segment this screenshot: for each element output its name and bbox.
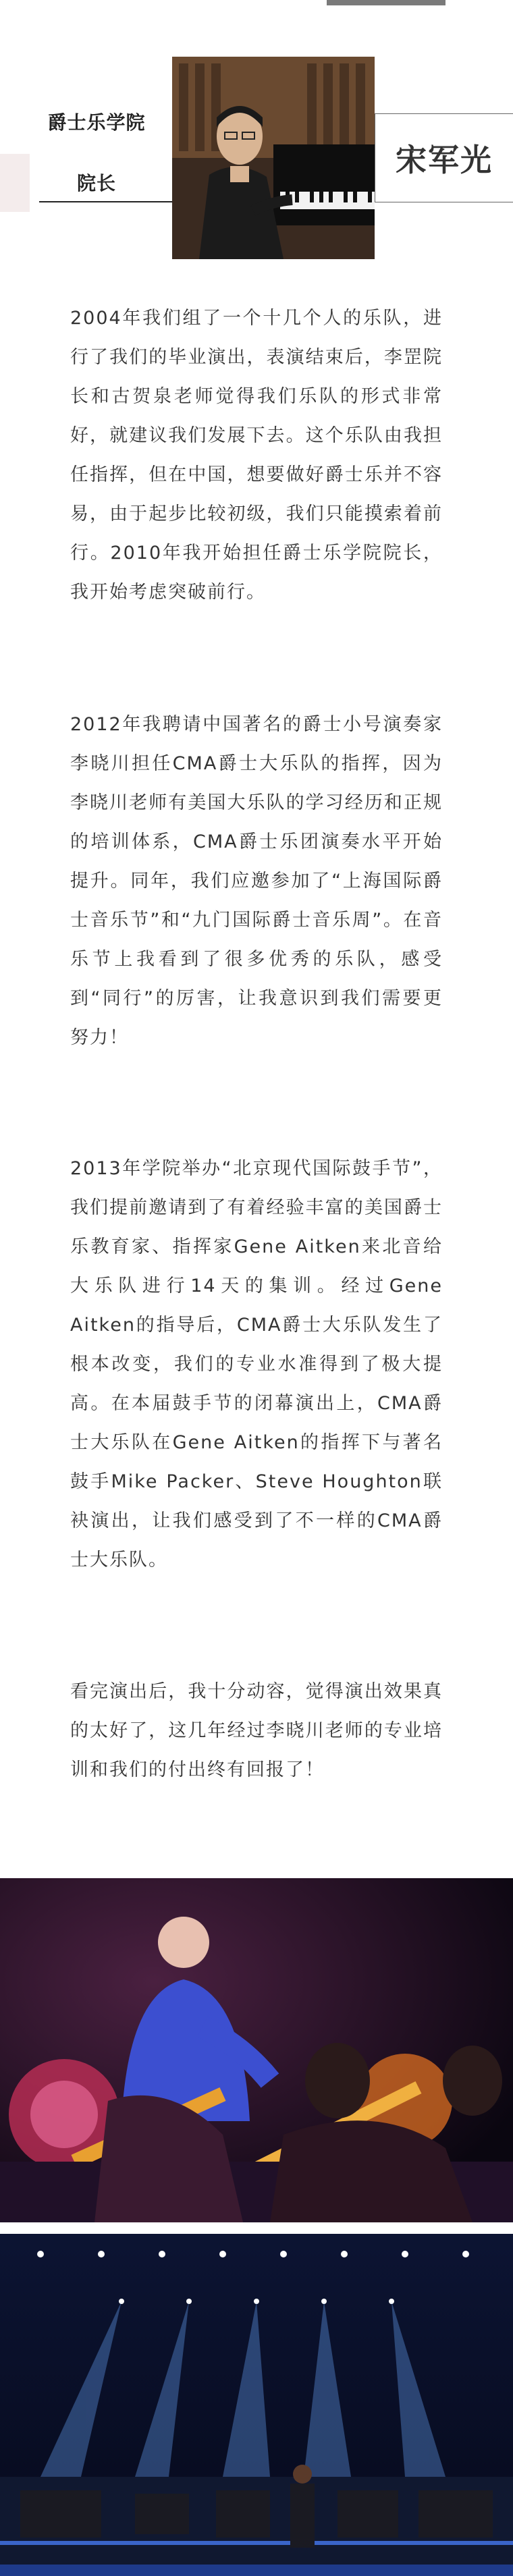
concert-photo-conductor <box>0 1878 513 2222</box>
paragraph-2: 2012年我聘请中国著名的爵士小号演奏家李晓川担任CMA爵士大乐队的指挥，因为李晓川老师有美国大乐队的学习经历和正规的培训体系，CMA爵士乐团演奏水平开始提升。同年，我们应邀参加了“上海国际爵士音乐节”和“九门国际爵士音乐周”。在音乐节上我看到了很多优秀的乐队，感受到“同行”的厉害，让我意识到我们需要更努力！ <box>70 714 443 1048</box>
paragraph-3: 2013年学院举办“北京现代国际鼓手节”，我们提前邀请到了有着经验丰富的美国爵士乐教育家、指挥家Gene Aitken来北音给大乐队进行14天的集训。经过Gene Aitken的指导后，CMA爵士大乐队发生了根本改变，我们的专业水准得到了极大提高。在本届鼓手节的闭幕演出上，CMA爵士大乐队在Gene Aitken的指挥下与著名鼓手Mike Packer、Steve Houghton联袂演出，让我们感受到了不一样的CMA爵士大乐队。 <box>70 1158 443 1570</box>
top-divider-bar <box>327 0 446 5</box>
person-name: 宋军光 <box>396 142 493 178</box>
role-line-2: 院长 <box>76 172 116 194</box>
portrait-photo <box>172 57 375 259</box>
concert-photo-stage <box>0 2234 513 2576</box>
name-box <box>375 113 513 202</box>
paragraph-1: 2004年我们组了一个十几个人的乐队，进行了我们的毕业演出，表演结束后，李罡院长和古贺泉老师觉得我们乐队的形式非常好，就建议我们发展下去。这个乐队由我担任指挥，但在中国，想要做好爵士乐并不容易，由于起步比较初级，我们只能摸索着前行。2010年我开始担任爵士乐学院院长，我开始考虑突破前行。 <box>70 308 443 603</box>
role-line-1: 爵士乐学院 <box>47 111 146 134</box>
paragraph-4: 看完演出后，我十分动容，觉得演出效果真的太好了，这几年经过李晓川老师的专业培训和我们的付出终有回报了！ <box>70 1681 443 1780</box>
decorative-side-tab <box>0 154 30 212</box>
